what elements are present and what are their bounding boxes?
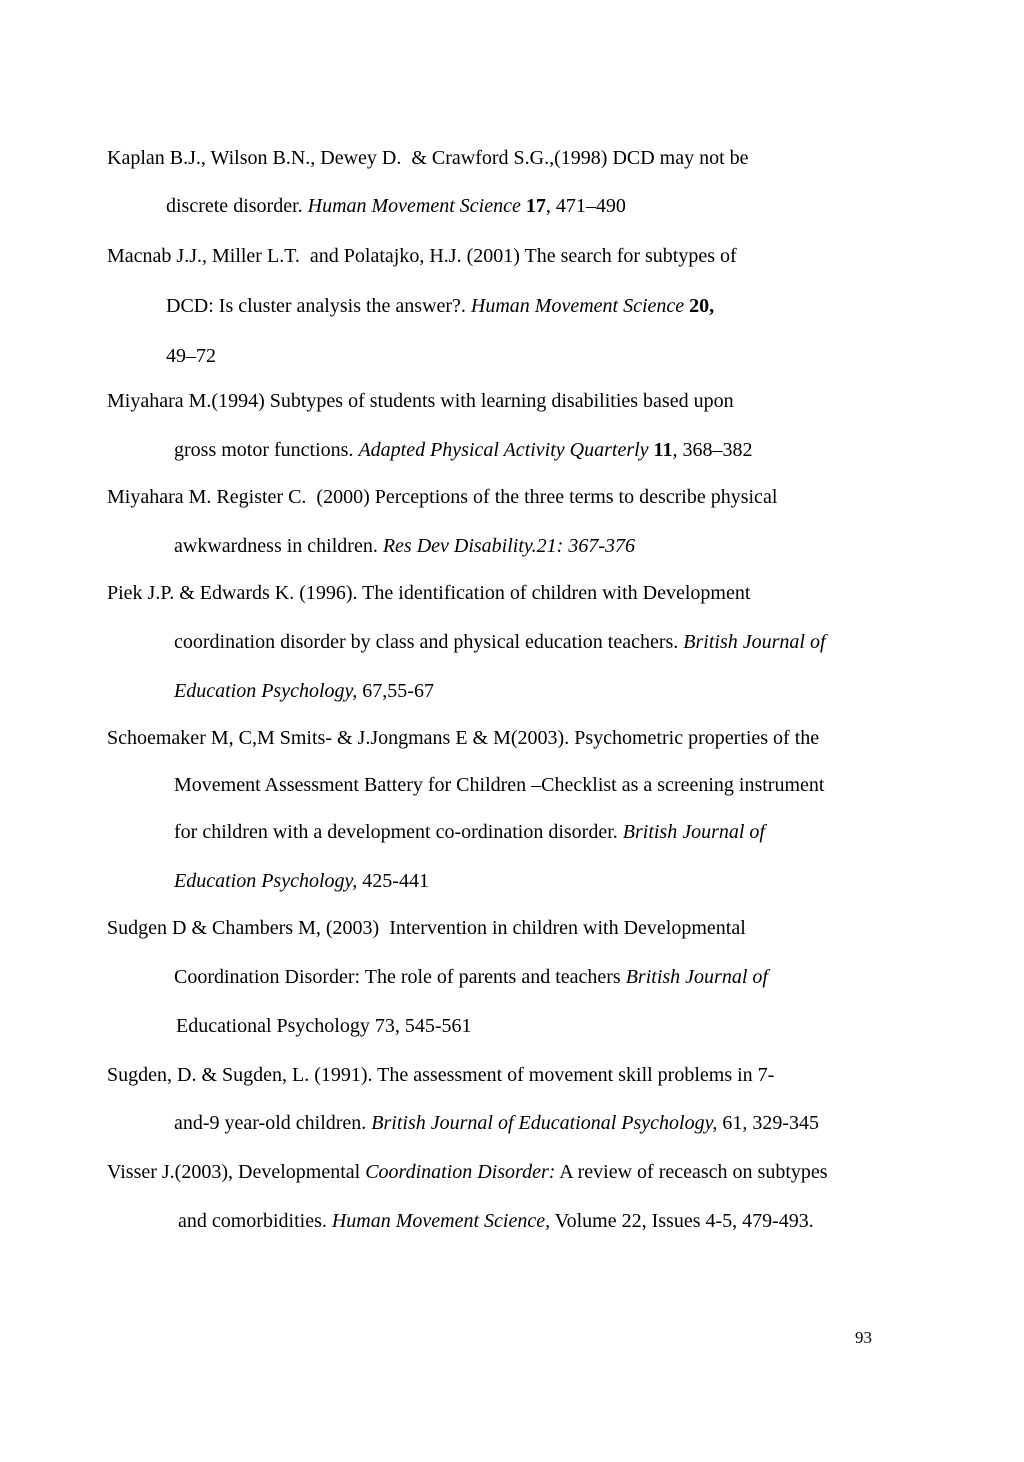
- reference-piek-line-2: [174, 630, 826, 654]
- reference-macnab-line-1: [107, 244, 737, 268]
- reference-text: 67,55-67: [357, 680, 434, 702]
- reference-visser-line-2: [178, 1209, 814, 1233]
- reference-text: Volume 22, Issues 4-5, 479-493.: [550, 1210, 814, 1232]
- page-number: 93: [855, 1328, 872, 1347]
- reference-miyahara-2000-line-1: [107, 485, 777, 509]
- journal-title: British Journal of Educational Psychology,: [371, 1112, 718, 1134]
- journal-title: Education Psychology,: [174, 680, 358, 702]
- volume-number: 11: [653, 439, 673, 461]
- journal-title: Human Movement Science,: [331, 1210, 551, 1232]
- reference-text: and comorbidities.: [178, 1210, 332, 1232]
- reference-sudgen-line-3: [176, 1014, 472, 1038]
- reference-sugden-line-1: [107, 1063, 774, 1087]
- reference-piek-line-1: [107, 581, 750, 605]
- reference-text: Educational Psychology 73, 545-561: [176, 1015, 472, 1037]
- reference-text: Miyahara M. Register C. (2000) Perceptions of the three terms to describe physical: [107, 486, 778, 508]
- reference-visser-line-1: [107, 1160, 828, 1184]
- reference-miyahara-1994-line-1: [107, 389, 734, 413]
- reference-miyahara-1994-line-2: [174, 438, 752, 462]
- reference-sudgen-line-2: [174, 965, 768, 989]
- reference-macnab-line-3: [166, 344, 216, 368]
- reference-text: Kaplan B.J., Wilson B.N., Dewey D. & Crawford S.G.,(1998) DCD may not be: [107, 147, 749, 169]
- reference-macnab-line-2: [166, 294, 714, 318]
- reference-text: 61, 329-345: [717, 1112, 820, 1134]
- reference-kaplan-line-1: [107, 146, 749, 170]
- reference-text: 425-441: [357, 870, 429, 892]
- journal-title: Education Psychology,: [174, 870, 358, 892]
- reference-text: Visser J.(2003), Developmental: [107, 1161, 366, 1183]
- reference-text: awkwardness in children.: [174, 535, 383, 557]
- reference-text: Macnab J.J., Miller L.T. and Polatajko, H.J. (2001) The search for subtypes of: [107, 245, 737, 267]
- reference-piek-line-3: [174, 679, 434, 703]
- reference-sugden-line-2: [174, 1111, 819, 1135]
- volume-number: 20,: [689, 295, 715, 317]
- journal-title: Coordination Disorder:: [365, 1161, 556, 1183]
- journal-title: British Journal of: [622, 821, 765, 843]
- reference-text: Miyahara M.(1994) Subtypes of students with learning disabilities based upon: [107, 390, 734, 412]
- reference-miyahara-2000-line-2: [174, 534, 635, 558]
- reference-kaplan-line-2: [166, 194, 626, 218]
- reference-text: Sugden, D. & Sugden, L. (1991). The assessment of movement skill problems in 7-: [107, 1064, 775, 1086]
- reference-text: Piek J.P. & Edwards K. (1996). The identification of children with Development: [107, 582, 751, 604]
- journal-title: Res Dev Disability.21: 367-376: [382, 535, 636, 557]
- reference-text: and-9 year-old children.: [174, 1112, 372, 1134]
- reference-text: A review of receasch on subtypes: [555, 1161, 828, 1183]
- reference-schoemaker-line-4: [174, 869, 429, 893]
- journal-title: British Journal of: [683, 631, 826, 653]
- journal-title: British Journal of: [625, 966, 768, 988]
- reference-text: coordination disorder by class and physical education teachers.: [174, 631, 684, 653]
- journal-title: Human Movement Science: [470, 295, 685, 317]
- reference-text: DCD: Is cluster analysis the answer?.: [166, 295, 471, 317]
- reference-schoemaker-line-2: [174, 773, 824, 797]
- reference-text: discrete disorder.: [166, 195, 308, 217]
- reference-schoemaker-line-3: [174, 820, 765, 844]
- reference-text: Movement Assessment Battery for Children –Checklist as a screening instrument: [174, 774, 825, 796]
- reference-text: gross motor functions.: [174, 439, 359, 461]
- reference-schoemaker-line-1: [107, 726, 819, 750]
- reference-text: for children with a development co-ordination disorder.: [174, 821, 623, 843]
- reference-text: , 471–490: [545, 195, 626, 217]
- reference-sudgen-line-1: [107, 916, 746, 940]
- journal-title: Adapted Physical Activity Quarterly: [358, 439, 649, 461]
- reference-text: , 368–382: [672, 439, 753, 461]
- reference-text: Coordination Disorder: The role of parents and teachers: [174, 966, 626, 988]
- journal-title: Human Movement Science: [307, 195, 521, 217]
- reference-text: 49–72: [166, 345, 216, 367]
- volume-number: 17: [525, 195, 546, 217]
- reference-text: Schoemaker M, C,M Smits- & J.Jongmans E & M(2003). Psychometric properties of the: [107, 727, 820, 749]
- reference-text: Sudgen D & Chambers M, (2003) Intervention in children with Developmental: [107, 917, 746, 939]
